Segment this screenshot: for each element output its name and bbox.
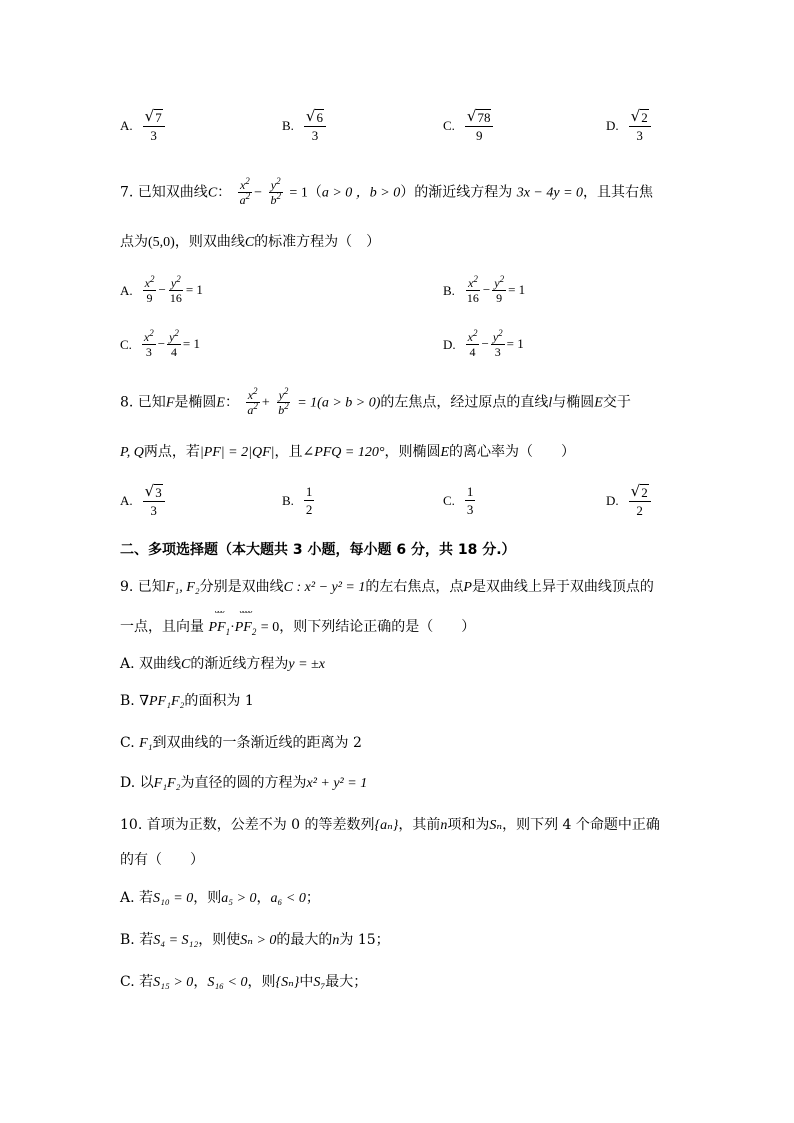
q10-option-b: B. 若S₄ = S₁₂，则使Sₙ > 0的最大的n为 15； [120,932,390,948]
section-heading: 二、多项选择题（本大题共 3 小题，每小题 6 分，共 18 分.） [120,542,516,558]
q9-option-d: D. 以F₁F₂为直径的圆的方程为x² + y² = 1 [120,775,368,791]
q10-option-a: A. 若S₁₀ = 0，则a₅ > 0，a₆ < 0； [120,890,320,906]
q8-option-a: A. √ 3 3 [120,483,167,519]
q9-option-b: B. ∇PF₁F₂的面积为 1 [120,693,254,709]
q8-stem-line1: 8. 已知F是椭圆E： $\frac{x^2}{a^2}$ + $\frac{y^2}{b^2}$ = 1(a > b > 0)的左焦点，经过原点的直线l与椭圆E交于 [120,386,631,417]
q8-stem-line2: P, Q两点，若|PF| = 2|QF|，且∠PFQ = 120°，则椭圆E的离心率为（ ） [120,444,576,460]
q10-stem-line1: 10. 首项为正数，公差不为 0 的等差数列{aₙ}，其前n项和为Sₙ，则下列 4 个命题中正确 [120,817,660,833]
q9-option-a: A. 双曲线C的渐近线方程为y = ±x [120,656,325,672]
q7-option-d: D. $\frac{x^2}{4}$ − $\frac{y^2}{3}$ = 1 [443,328,524,359]
q6-option-b: B. √ 6 3 [282,108,328,144]
q8-option-d: D. √ 2 2 [606,483,653,519]
q10-option-c: C. 若S₁₅ > 0，S₁₆ < 0，则{Sₙ}中S₇最大； [120,974,368,990]
q7-option-c: C. $\frac{x^2}{3}$ − $\frac{y^2}{4}$ = 1 [120,328,201,359]
q10-stem-line2: 的有（ ） [120,852,204,868]
q9-option-c: C. F₁到双曲线的一条渐近线的距离为 2 [120,735,362,751]
q6-option-d: D. √ 2 3 [606,108,653,144]
q7-option-b: B. $\frac{x^2}{16}$ − $\frac{y^2}{9}$ = 1 [443,274,526,305]
q9-stem-line2: 一点，且向量 ᴗᴗᴗ $PF_1\cdot$ ᴗᴗᴗᴗ $PF_2 = 0$，则下列结论正确的是（ ） [120,606,476,637]
q6-option-c: C. √ 78 9 [443,108,495,144]
q9-stem-line1: 9. 已知F₁, F₂分别是双曲线C : x² − y² = 1的左右焦点，点P是双曲线上异于双曲线顶点的 [120,579,654,595]
q7-stem-line2: 点为(5,0)，则双曲线C的标准方程为（ ） [120,234,381,250]
q7-option-a: A. $\frac{x^2}{9}$ − $\frac{y^2}{16}$ = 1 [120,274,203,305]
q8-option-b: B. $\frac{1}{2}$ [282,484,313,517]
q7-frac-y: $\frac{y^2}{b^2}$ [270,176,281,207]
q7-frac-x: $\frac{x^2}{a^2}$ [239,176,251,207]
q6-option-a: A. √ 7 3 [120,108,167,144]
q7-stem-line1: 7. 已知双曲线C： $\frac{x^2}{a^2}$ − $\frac{y^2}{b^2}$ = 1（a > 0 ，b > 0）的渐近线方程为 3x − 4y = 0，且其右焦 [120,176,654,207]
q8-option-c: C. $\frac{1}{3}$ [443,484,474,517]
